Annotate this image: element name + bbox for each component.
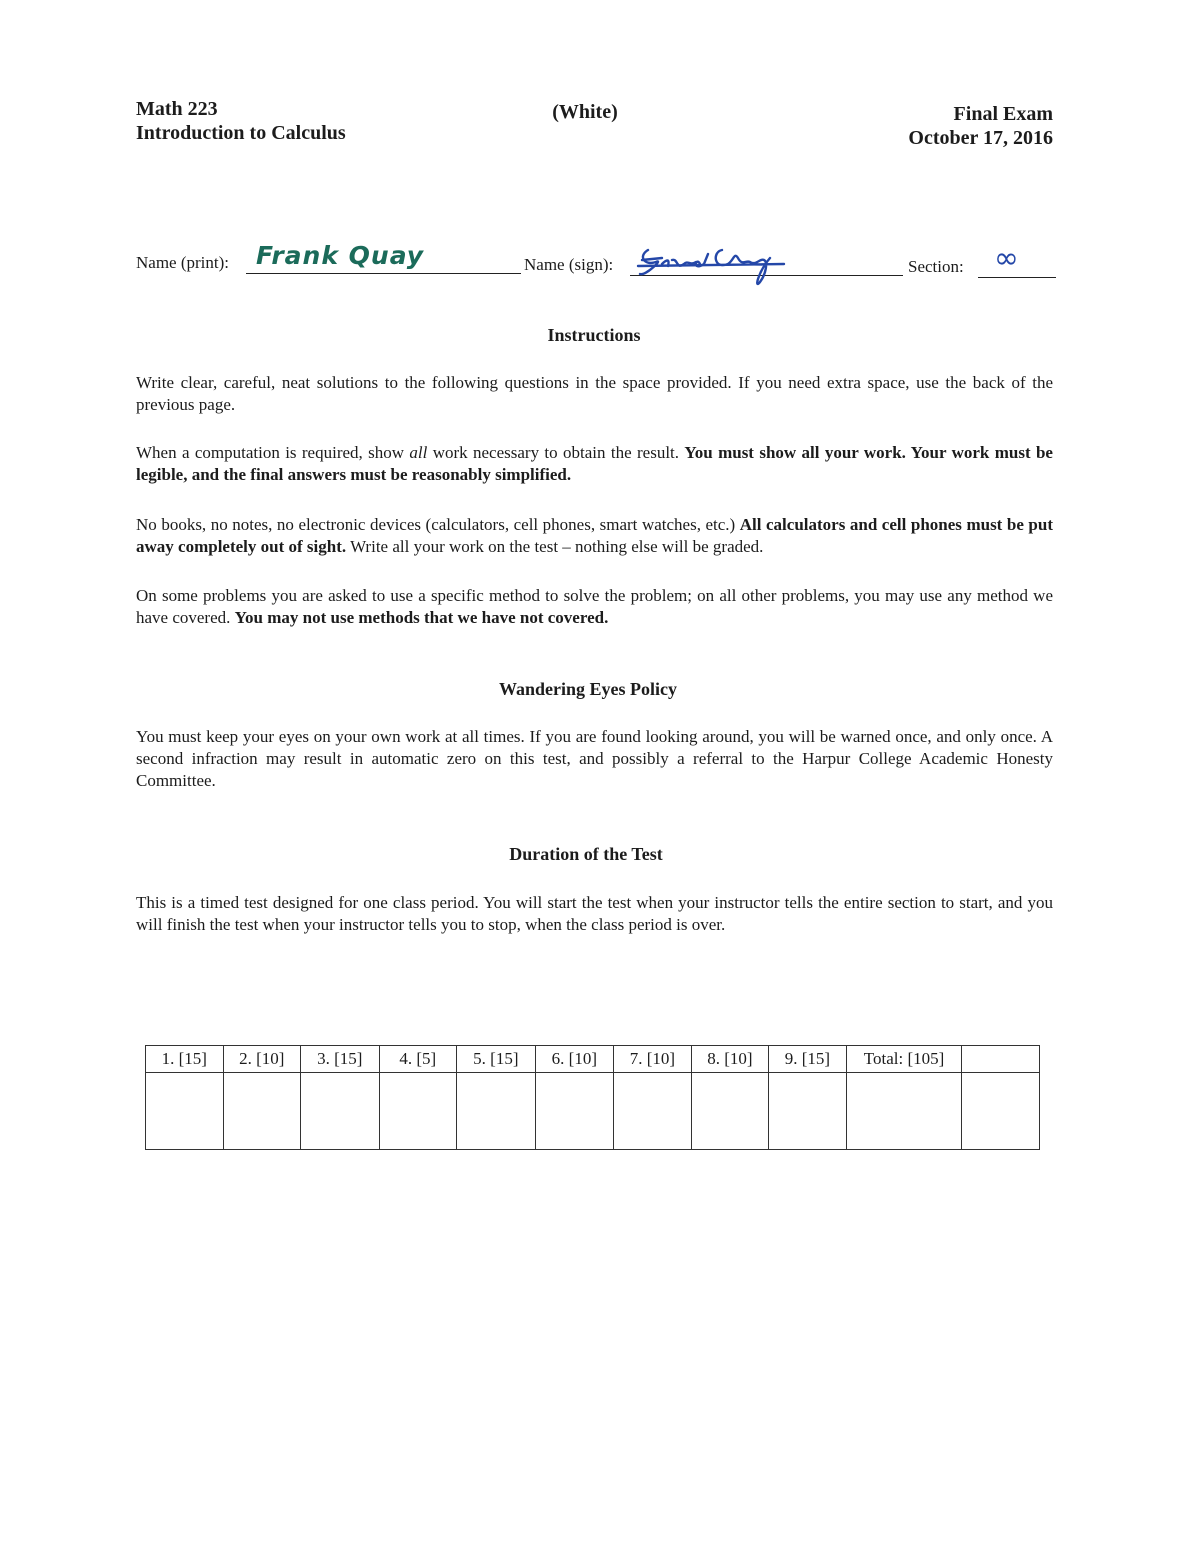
- score-header-extra: [962, 1046, 1040, 1073]
- score-header-q3: 3. [15]: [301, 1046, 380, 1073]
- score-cell-q7[interactable]: [614, 1073, 692, 1150]
- exam-version: (White): [552, 101, 618, 123]
- score-cell-q4[interactable]: [379, 1073, 457, 1150]
- instructions-paragraph-2: [136, 442, 1053, 486]
- score-header-q2: 2. [10]: [223, 1046, 301, 1073]
- p2-emphasis: all: [409, 443, 428, 462]
- p3-bold: All calculators and cell phones must be put away completely out of sight.: [136, 515, 1053, 556]
- p2-text-b: work necessary to obtain the result.: [427, 443, 685, 462]
- p3-text-a: No books, no notes, no electronic devices (calculators, cell phones, smart watches, etc.): [136, 515, 740, 534]
- instructions-paragraph-4: [136, 585, 1053, 629]
- exam-date: October 17, 2016: [908, 127, 1053, 149]
- score-cell-total[interactable]: [846, 1073, 962, 1150]
- score-cell-q8[interactable]: [691, 1073, 769, 1150]
- p4-bold: You may not use methods that we have not covered.: [234, 608, 609, 627]
- score-cell-q2[interactable]: [223, 1073, 301, 1150]
- wandering-eyes-title: Wandering Eyes Policy: [498, 679, 677, 699]
- duration-text: This is a timed test designed for one class period. You will start the test when your instructor tells the entire section to start, and you will finish the test when your instructor tells you to stop, when the class period is over.: [136, 893, 1053, 934]
- name-print-line[interactable]: [246, 273, 521, 274]
- score-cell-extra[interactable]: [962, 1073, 1040, 1150]
- course-name: Introduction to Calculus: [136, 122, 346, 144]
- score-cell-q3[interactable]: [301, 1073, 380, 1150]
- exam-type: Final Exam: [953, 103, 1053, 125]
- score-header-q6: 6. [10]: [535, 1046, 614, 1073]
- score-header-q5: 5. [15]: [457, 1046, 536, 1073]
- p3-text-b: Write all your work on the test – nothing else will be graded.: [346, 537, 764, 556]
- score-cell-q1[interactable]: [146, 1073, 224, 1150]
- signature: [634, 236, 794, 301]
- name-print-value: Frank Quay: [256, 241, 425, 270]
- section-line[interactable]: [978, 277, 1056, 278]
- section-value: ∞: [994, 241, 1019, 276]
- score-table: [145, 1045, 1040, 1150]
- p2-bold: You must show all your work. Your work must be legible, and the final answers must be reasonably simplified.: [136, 443, 1053, 484]
- p2-text-a: When a computation is required, show: [136, 443, 410, 462]
- score-header-q7: 7. [10]: [614, 1046, 692, 1073]
- section-label: Section:: [908, 257, 964, 276]
- instructions-paragraph-1: Write clear, careful, neat solutions to the following questions in the space provided. If you need extra space, use the back of the previous page.: [136, 373, 1053, 414]
- duration-title: Duration of the Test: [509, 844, 663, 864]
- score-header-q1: 1. [15]: [146, 1046, 224, 1073]
- course-code: Math 223: [136, 98, 218, 120]
- score-cell-q6[interactable]: [535, 1073, 614, 1150]
- p4-text-a: On some problems you are asked to use a specific method to solve the problem; on all other problems, you may use any method we have covered.: [136, 586, 1053, 627]
- score-header-q4: 4. [5]: [379, 1046, 457, 1073]
- score-cell-q9[interactable]: [769, 1073, 847, 1150]
- score-header-total: Total: [105]: [846, 1046, 962, 1073]
- score-header-q9: 9. [15]: [769, 1046, 847, 1073]
- score-header-q8: 8. [10]: [691, 1046, 769, 1073]
- score-table-header-row: [146, 1046, 1040, 1073]
- signature-scribble: [634, 236, 794, 296]
- instructions-title: Instructions: [547, 325, 641, 345]
- name-sign-label: Name (sign):: [524, 255, 614, 274]
- name-print-label: Name (print):: [136, 253, 229, 272]
- wandering-eyes-text: You must keep your eyes on your own work at all times. If you are found looking around, you will be warned once, and only once. A second infraction may result in automatic zero on this test, and possibly a referral to the Harpur College Academic Honesty Committee.: [136, 727, 1053, 790]
- score-table-entry-row: [146, 1073, 1040, 1150]
- instructions-paragraph-3: [136, 514, 1053, 558]
- score-cell-q5[interactable]: [457, 1073, 536, 1150]
